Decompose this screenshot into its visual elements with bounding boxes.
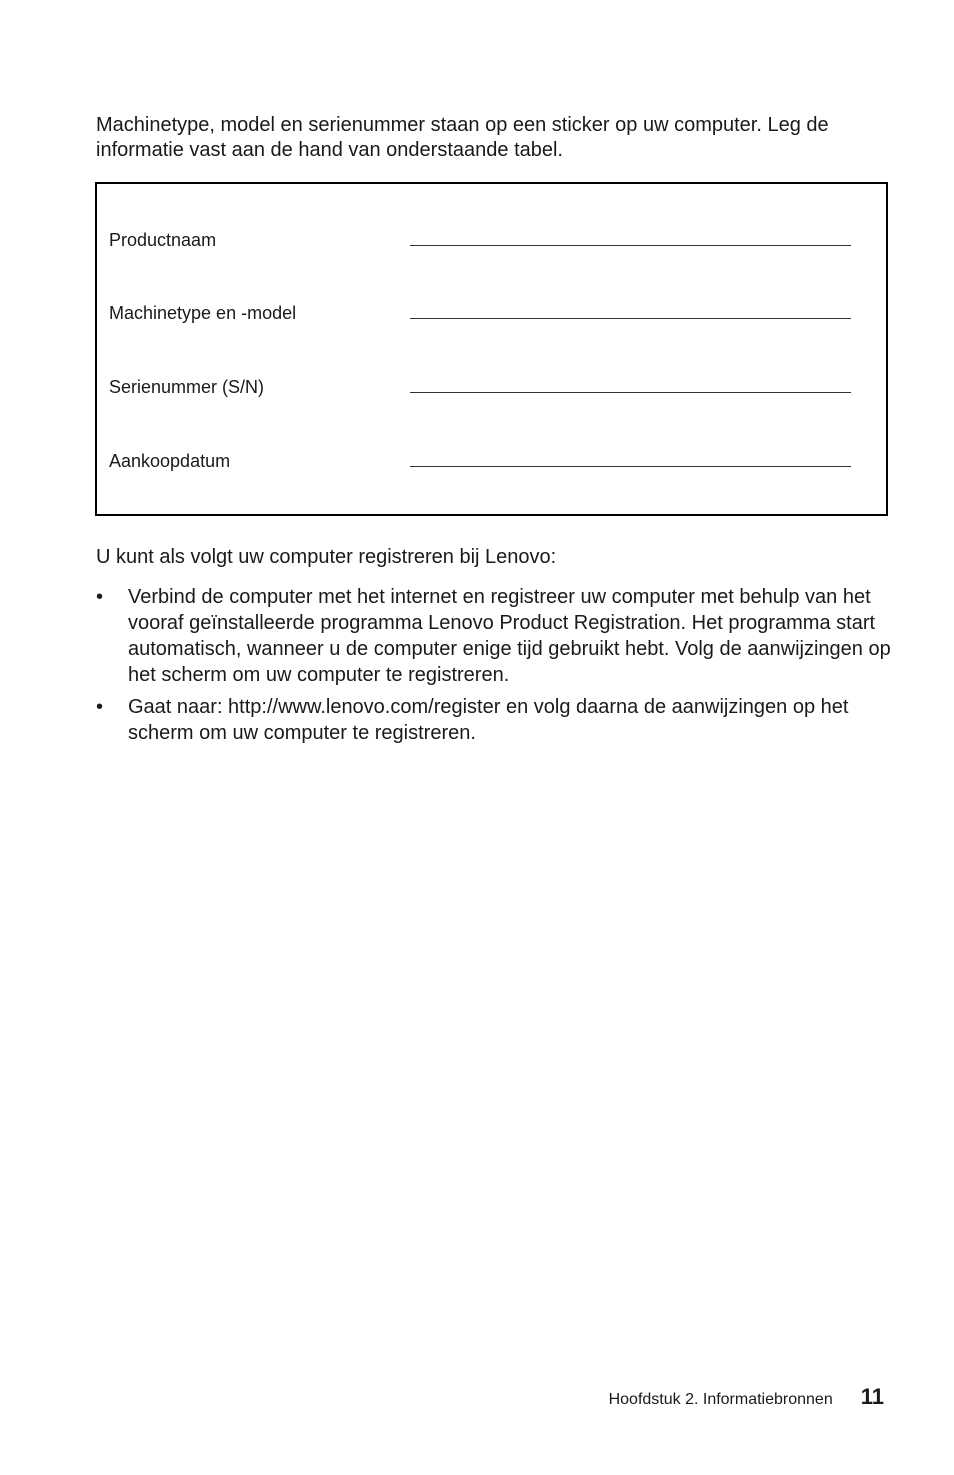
info-row-purchase-date [97, 450, 886, 480]
chapter-title: Hoofdstuk 2. Informatiebronnen [608, 1391, 833, 1408]
fill-in-line [410, 392, 851, 393]
info-row-product-name [97, 229, 886, 259]
info-label: Productnaam [109, 230, 217, 250]
info-label: Serienummer (S/N) [109, 377, 265, 397]
bullet-marker: • [96, 696, 104, 718]
fill-in-line [410, 318, 851, 319]
info-label: Machinetype en -model [109, 303, 297, 323]
info-label: Aankoopdatum [109, 451, 231, 471]
page-footer [609, 1384, 884, 1410]
registration-list [96, 584, 896, 752]
fill-in-line [410, 466, 851, 467]
info-row-serial-number [97, 376, 886, 406]
list-item [96, 584, 896, 688]
list-item-text: Verbind de computer met het internet en registreer uw computer met behulp van het vooraf geïnstalleerde programma Lenovo Product Registration. Het programma start automatisch, wanneer u de computer enige tijd gebruikt hebt. Volg de aanwijzingen op het scherm om uw computer te registreren. [128, 586, 891, 686]
page-number: 11 [860, 1384, 884, 1409]
info-row-machine-type [97, 302, 886, 332]
machine-info-table [95, 182, 888, 516]
list-item [96, 694, 896, 746]
registration-lead: U kunt als volgt uw computer registreren bij Lenovo: [96, 546, 557, 568]
bullet-marker: • [96, 586, 104, 608]
intro-paragraph: Machinetype, model en serienummer staan op een sticker op uw computer. Leg de informatie vast aan de hand van onderstaande tabel. [96, 114, 829, 161]
fill-in-line [410, 245, 851, 246]
list-item-text: Gaat naar: http://www.lenovo.com/register en volg daarna de aanwijzingen op het scherm om uw computer te registreren. [128, 696, 849, 744]
